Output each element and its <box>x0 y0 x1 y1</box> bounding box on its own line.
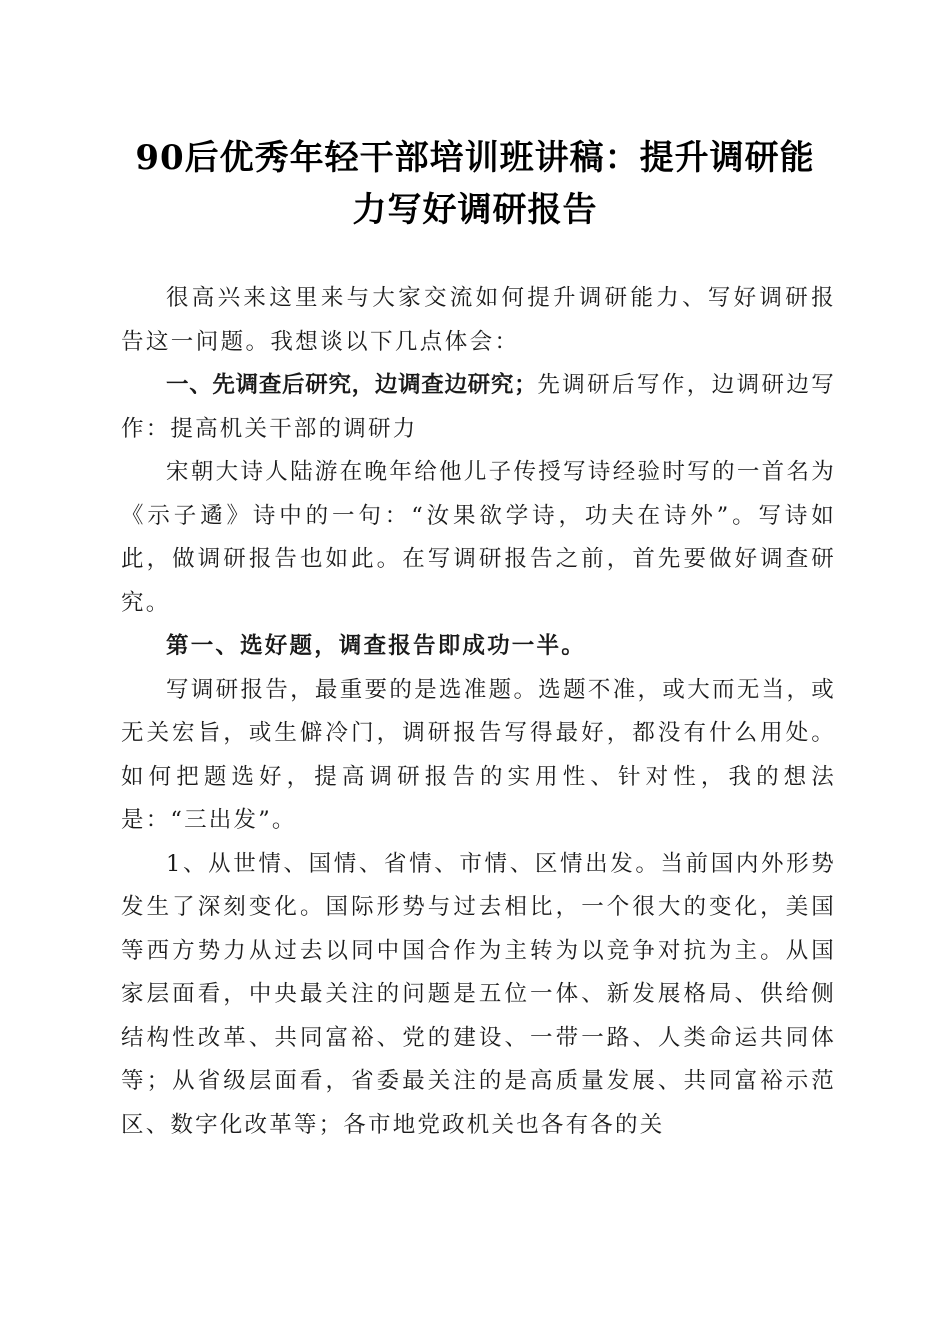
document-title <box>110 132 840 236</box>
section-heading-rest: 先调研后写作，边调研边写作：提高机关干部的调研力 <box>121 372 836 442</box>
paragraph-poem-quote: 宋朝大诗人陆游在晚年给他儿子传授写诗经验时写的一首名为《示子遹》诗中的一句：“汝果欲学诗，功夫在诗外”。写诗如此，做调研报告也如此。在写调研报告之前，首先要做好调查研究。 <box>121 459 836 616</box>
title-line-1: 90后优秀年轻干部培训班讲稿：提升调研能 <box>135 138 815 178</box>
section-heading-bold: 一、先调查后研究，边调查边研究； <box>166 372 538 398</box>
title-line-2: 力写好调研报告 <box>352 190 598 230</box>
document-body <box>121 277 836 1147</box>
paragraph-intro: 很高兴来这里来与大家交流如何提升调研能力、写好调研报告这一问题。我想谈以下几点体会： <box>121 285 836 355</box>
paragraph-point-one: 1、从世情、国情、省情、市情、区情出发。当前国内外形势发生了深刻变化。国际形势与过去相比，一个很大的变化，美国等西方势力从过去以同中国合作为主转为以竞争对抗为主。从国家层面看，中央最关注的问题是五位一体、新发展格局、供给侧结构性改革、共同富裕、党的建设、一带一路、人类命运共同体等；从省级层面看，省委最关注的是高质量发展、共同富裕示范区、数字化改革等；各市地党政机关也各有各的关 <box>121 850 836 1138</box>
paragraph-subheading-first: 第一、选好题，调查报告即成功一半。 <box>166 633 586 659</box>
paragraph-section-heading <box>121 364 836 451</box>
paragraph-topic-selection: 写调研报告，最重要的是选准题。选题不准，或大而无当，或无关宏旨，或生僻冷门，调研报告写得最好，都没有什么用处。如何把题选好，提高调研报告的实用性、针对性，我的想法是：“三出发”。 <box>121 676 836 833</box>
